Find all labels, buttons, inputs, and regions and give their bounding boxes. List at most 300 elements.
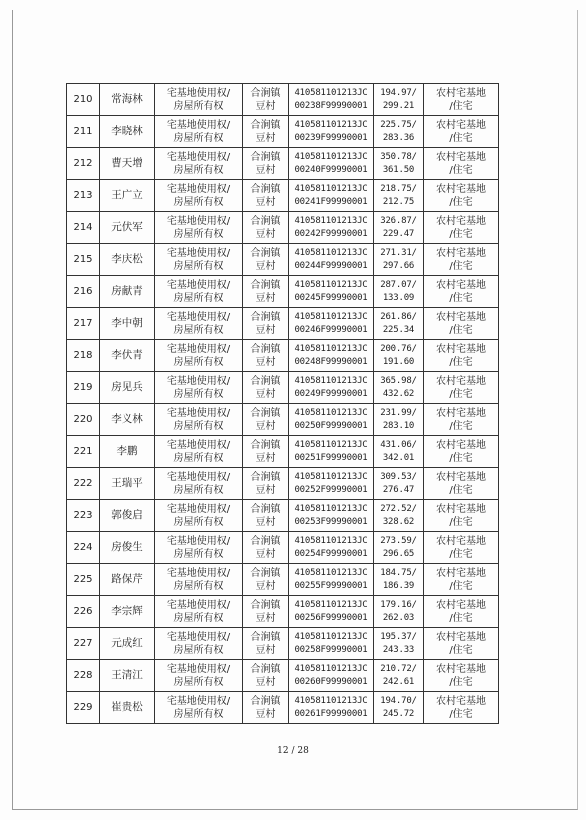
- unit-code-cell: [289, 244, 374, 276]
- owner-name-cell: 李鹏: [100, 436, 155, 468]
- right-type-cell-line: 房屋所有权: [173, 324, 224, 336]
- area-cell-line: 184.75/: [380, 567, 417, 578]
- area-cell-line: 350.78/: [380, 151, 417, 162]
- right-type-cell-line: 房屋所有权: [173, 708, 224, 720]
- owner-name-cell: 房献青: [100, 276, 155, 308]
- table-row: [67, 468, 499, 500]
- area-cell-line: 225.75/: [380, 119, 417, 130]
- land-use-cell: [424, 116, 499, 148]
- row-number-cell: 222: [67, 468, 100, 500]
- owner-name-cell: 曹天增: [100, 148, 155, 180]
- land-use-cell-line: 农村宅基地: [436, 599, 486, 611]
- land-use-cell-line: 农村宅基地: [436, 471, 486, 483]
- table-row: [67, 564, 499, 596]
- row-number-cell: 215: [67, 244, 100, 276]
- land-use-cell-line: 农村宅基地: [436, 279, 486, 291]
- area-cell: [374, 340, 424, 372]
- table-row: [67, 244, 499, 276]
- right-type-cell-line: 房屋所有权: [173, 388, 224, 400]
- unit-code-cell: [289, 372, 374, 404]
- land-use-cell: [424, 148, 499, 180]
- owner-name-cell: 元成红: [100, 628, 155, 660]
- right-type-cell: [155, 468, 243, 500]
- location-cell-line: 合涧镇: [250, 215, 281, 227]
- location-cell-line: 合涧镇: [250, 471, 281, 483]
- right-type-cell-line: 房屋所有权: [173, 100, 224, 112]
- location-cell-line: 合涧镇: [250, 311, 281, 323]
- unit-code-cell-line: 410581101213JC: [294, 375, 368, 386]
- location-cell-line: 豆村: [255, 324, 276, 336]
- unit-code-cell-line: 00258F99990001: [294, 644, 368, 655]
- right-type-cell-line: 房屋所有权: [173, 420, 224, 432]
- unit-code-cell-line: 00240F99990001: [294, 164, 368, 175]
- location-cell-line: 合涧镇: [250, 503, 281, 515]
- right-type-cell: [155, 148, 243, 180]
- location-cell: [243, 116, 289, 148]
- table-row: [67, 212, 499, 244]
- area-cell: [374, 628, 424, 660]
- location-cell-line: 豆村: [255, 132, 276, 144]
- location-cell: [243, 244, 289, 276]
- right-type-cell-line: 房屋所有权: [173, 228, 224, 240]
- unit-code-cell: [289, 468, 374, 500]
- location-cell-line: 合涧镇: [250, 663, 281, 675]
- land-use-cell-line: /住宅: [449, 196, 473, 208]
- area-cell-line: 231.99/: [380, 407, 417, 418]
- unit-code-cell-line: 00254F99990001: [294, 548, 368, 559]
- land-use-cell-line: 农村宅基地: [436, 247, 486, 259]
- land-use-cell-line: /住宅: [449, 644, 473, 656]
- table-body: [67, 84, 499, 724]
- area-cell-line: 276.47: [382, 484, 415, 495]
- area-cell: [374, 564, 424, 596]
- owner-name-cell: 李中朝: [100, 308, 155, 340]
- area-cell-line: 243.33: [382, 644, 415, 655]
- area-cell: [374, 692, 424, 724]
- location-cell-line: 豆村: [255, 164, 276, 176]
- right-type-cell-line: 宅基地使用权/: [166, 695, 231, 707]
- land-use-cell: [424, 532, 499, 564]
- area-cell-line: 194.97/: [380, 87, 417, 98]
- owner-name-cell: 崔贵松: [100, 692, 155, 724]
- unit-code-cell: [289, 564, 374, 596]
- land-use-cell-line: 农村宅基地: [436, 535, 486, 547]
- land-use-cell: [424, 180, 499, 212]
- page-number: 12 / 28: [277, 746, 309, 756]
- land-use-cell: [424, 628, 499, 660]
- table-row: [67, 180, 499, 212]
- location-cell-line: 豆村: [255, 644, 276, 656]
- location-cell: [243, 308, 289, 340]
- right-type-cell-line: 房屋所有权: [173, 292, 224, 304]
- area-cell-line: 297.66: [382, 260, 415, 271]
- right-type-cell-line: 宅基地使用权/: [166, 407, 231, 419]
- area-cell: [374, 404, 424, 436]
- right-type-cell: [155, 308, 243, 340]
- unit-code-cell: [289, 404, 374, 436]
- location-cell: [243, 148, 289, 180]
- area-cell-line: 212.75: [382, 196, 415, 207]
- row-number-cell: 214: [67, 212, 100, 244]
- table-row: [67, 532, 499, 564]
- right-type-cell-line: 宅基地使用权/: [166, 311, 231, 323]
- right-type-cell: [155, 692, 243, 724]
- area-cell: [374, 596, 424, 628]
- unit-code-cell-line: 410581101213JC: [294, 439, 368, 450]
- right-type-cell: [155, 500, 243, 532]
- unit-code-cell: [289, 340, 374, 372]
- area-cell: [374, 308, 424, 340]
- table-row: [67, 500, 499, 532]
- right-type-cell-line: 宅基地使用权/: [166, 87, 231, 99]
- unit-code-cell-line: 410581101213JC: [294, 87, 368, 98]
- land-use-cell: [424, 84, 499, 116]
- land-use-cell-line: 农村宅基地: [436, 183, 486, 195]
- table-row: [67, 372, 499, 404]
- owner-name-cell: 房见兵: [100, 372, 155, 404]
- land-use-cell-line: /住宅: [449, 516, 473, 528]
- area-cell-line: 271.31/: [380, 247, 417, 258]
- row-number-cell: 212: [67, 148, 100, 180]
- right-type-cell: [155, 660, 243, 692]
- owner-name-cell: 路保芹: [100, 564, 155, 596]
- right-type-cell-line: 宅基地使用权/: [166, 631, 231, 643]
- land-use-cell: [424, 660, 499, 692]
- area-cell-line: 262.03: [382, 612, 415, 623]
- right-type-cell-line: 宅基地使用权/: [166, 215, 231, 227]
- area-cell: [374, 436, 424, 468]
- right-type-cell-line: 宅基地使用权/: [166, 119, 231, 131]
- right-type-cell-line: 宅基地使用权/: [166, 535, 231, 547]
- owner-name-cell: 李伏青: [100, 340, 155, 372]
- right-type-cell-line: 房屋所有权: [173, 164, 224, 176]
- unit-code-cell-line: 410581101213JC: [294, 471, 368, 482]
- area-cell: [374, 84, 424, 116]
- location-cell-line: 合涧镇: [250, 375, 281, 387]
- right-type-cell-line: 宅基地使用权/: [166, 503, 231, 515]
- right-type-cell: [155, 84, 243, 116]
- table-row: [67, 116, 499, 148]
- land-use-cell-line: 农村宅基地: [436, 407, 486, 419]
- location-cell: [243, 500, 289, 532]
- unit-code-cell: [289, 436, 374, 468]
- location-cell: [243, 564, 289, 596]
- unit-code-cell-line: 410581101213JC: [294, 663, 368, 674]
- location-cell-line: 合涧镇: [250, 183, 281, 195]
- location-cell-line: 合涧镇: [250, 407, 281, 419]
- location-cell-line: 豆村: [255, 228, 276, 240]
- unit-code-cell-line: 410581101213JC: [294, 695, 368, 706]
- area-cell: [374, 180, 424, 212]
- table-row: [67, 628, 499, 660]
- land-use-cell-line: 农村宅基地: [436, 215, 486, 227]
- location-cell-line: 合涧镇: [250, 151, 281, 163]
- land-use-cell: [424, 244, 499, 276]
- unit-code-cell-line: 00245F99990001: [294, 292, 368, 303]
- area-cell-line: 283.10: [382, 420, 415, 431]
- land-use-cell-line: /住宅: [449, 292, 473, 304]
- right-type-cell-line: 宅基地使用权/: [166, 471, 231, 483]
- location-cell: [243, 692, 289, 724]
- location-cell-line: 豆村: [255, 516, 276, 528]
- area-cell-line: 133.09: [382, 292, 415, 303]
- unit-code-cell: [289, 212, 374, 244]
- land-use-cell-line: /住宅: [449, 132, 473, 144]
- land-use-cell-line: /住宅: [449, 356, 473, 368]
- right-type-cell-line: 宅基地使用权/: [166, 151, 231, 163]
- land-use-cell-line: /住宅: [449, 228, 473, 240]
- owner-name-cell: 王广立: [100, 180, 155, 212]
- land-use-cell: [424, 212, 499, 244]
- row-number-cell: 216: [67, 276, 100, 308]
- right-type-cell-line: 宅基地使用权/: [166, 567, 231, 579]
- area-cell-line: 229.47: [382, 228, 415, 239]
- area-cell-line: 432.62: [382, 388, 415, 399]
- area-cell-line: 272.52/: [380, 503, 417, 514]
- unit-code-cell-line: 00253F99990001: [294, 516, 368, 527]
- right-type-cell: [155, 596, 243, 628]
- land-use-cell-line: 农村宅基地: [436, 151, 486, 163]
- unit-code-cell: [289, 116, 374, 148]
- right-type-cell-line: 房屋所有权: [173, 516, 224, 528]
- location-cell-line: 豆村: [255, 292, 276, 304]
- unit-code-cell-line: 410581101213JC: [294, 183, 368, 194]
- area-cell: [374, 372, 424, 404]
- location-cell-line: 豆村: [255, 356, 276, 368]
- row-number-cell: 225: [67, 564, 100, 596]
- table-row: [67, 276, 499, 308]
- right-type-cell-line: 房屋所有权: [173, 196, 224, 208]
- land-use-cell-line: /住宅: [449, 708, 473, 720]
- unit-code-cell-line: 00242F99990001: [294, 228, 368, 239]
- location-cell: [243, 532, 289, 564]
- right-type-cell-line: 宅基地使用权/: [166, 439, 231, 451]
- owner-name-cell: 李晓林: [100, 116, 155, 148]
- unit-code-cell: [289, 180, 374, 212]
- unit-code-cell: [289, 628, 374, 660]
- location-cell: [243, 84, 289, 116]
- right-type-cell-line: 房屋所有权: [173, 676, 224, 688]
- owner-name-cell: 李义林: [100, 404, 155, 436]
- area-cell-line: 328.62: [382, 516, 415, 527]
- land-use-cell-line: /住宅: [449, 612, 473, 624]
- row-number-cell: 228: [67, 660, 100, 692]
- location-cell-line: 合涧镇: [250, 631, 281, 643]
- right-type-cell: [155, 276, 243, 308]
- area-cell-line: 245.72: [382, 708, 415, 719]
- unit-code-cell-line: 00244F99990001: [294, 260, 368, 271]
- right-type-cell-line: 房屋所有权: [173, 548, 224, 560]
- land-use-cell-line: /住宅: [449, 420, 473, 432]
- right-type-cell-line: 房屋所有权: [173, 644, 224, 656]
- area-cell-line: 210.72/: [380, 663, 417, 674]
- land-use-cell: [424, 468, 499, 500]
- right-type-cell-line: 房屋所有权: [173, 484, 224, 496]
- area-cell-line: 299.21: [382, 100, 415, 111]
- unit-code-cell-line: 00250F99990001: [294, 420, 368, 431]
- right-type-cell: [155, 436, 243, 468]
- location-cell-line: 豆村: [255, 708, 276, 720]
- location-cell-line: 合涧镇: [250, 567, 281, 579]
- land-use-cell-line: /住宅: [449, 388, 473, 400]
- unit-code-cell-line: 410581101213JC: [294, 151, 368, 162]
- unit-code-cell-line: 410581101213JC: [294, 311, 368, 322]
- unit-code-cell-line: 00239F99990001: [294, 132, 368, 143]
- right-type-cell-line: 宅基地使用权/: [166, 279, 231, 291]
- unit-code-cell-line: 00252F99990001: [294, 484, 368, 495]
- area-cell: [374, 500, 424, 532]
- right-type-cell: [155, 564, 243, 596]
- land-use-cell: [424, 564, 499, 596]
- location-cell: [243, 468, 289, 500]
- right-type-cell-line: 宅基地使用权/: [166, 343, 231, 355]
- area-cell-line: 287.07/: [380, 279, 417, 290]
- unit-code-cell-line: 410581101213JC: [294, 247, 368, 258]
- unit-code-cell: [289, 660, 374, 692]
- location-cell-line: 豆村: [255, 196, 276, 208]
- row-number-cell: 220: [67, 404, 100, 436]
- unit-code-cell: [289, 532, 374, 564]
- right-type-cell-line: 宅基地使用权/: [166, 247, 231, 259]
- area-cell-line: 365.98/: [380, 375, 417, 386]
- right-type-cell: [155, 180, 243, 212]
- location-cell-line: 合涧镇: [250, 247, 281, 259]
- row-number-cell: 213: [67, 180, 100, 212]
- location-cell-line: 合涧镇: [250, 119, 281, 131]
- unit-code-cell: [289, 148, 374, 180]
- right-type-cell: [155, 628, 243, 660]
- table-row: [67, 692, 499, 724]
- location-cell-line: 合涧镇: [250, 535, 281, 547]
- location-cell-line: 豆村: [255, 452, 276, 464]
- area-cell: [374, 244, 424, 276]
- area-cell: [374, 468, 424, 500]
- unit-code-cell-line: 410581101213JC: [294, 343, 368, 354]
- location-cell: [243, 212, 289, 244]
- land-use-cell-line: 农村宅基地: [436, 375, 486, 387]
- location-cell-line: 豆村: [255, 420, 276, 432]
- unit-code-cell-line: 410581101213JC: [294, 631, 368, 642]
- area-cell-line: 225.34: [382, 324, 415, 335]
- land-use-cell: [424, 500, 499, 532]
- location-cell-line: 合涧镇: [250, 87, 281, 99]
- row-number-cell: 211: [67, 116, 100, 148]
- area-cell: [374, 276, 424, 308]
- area-cell: [374, 212, 424, 244]
- area-cell-line: 200.76/: [380, 343, 417, 354]
- location-cell: [243, 372, 289, 404]
- location-cell: [243, 276, 289, 308]
- land-use-cell-line: 农村宅基地: [436, 503, 486, 515]
- row-number-cell: 227: [67, 628, 100, 660]
- table-row: [67, 596, 499, 628]
- unit-code-cell-line: 410581101213JC: [294, 567, 368, 578]
- right-type-cell: [155, 340, 243, 372]
- land-use-cell: [424, 596, 499, 628]
- location-cell: [243, 436, 289, 468]
- unit-code-cell-line: 00261F99990001: [294, 708, 368, 719]
- location-cell-line: 合涧镇: [250, 279, 281, 291]
- table-row: [67, 84, 499, 116]
- right-type-cell-line: 房屋所有权: [173, 452, 224, 464]
- land-use-cell-line: /住宅: [449, 164, 473, 176]
- owner-name-cell: 王瑞平: [100, 468, 155, 500]
- right-type-cell-line: 房屋所有权: [173, 612, 224, 624]
- location-cell: [243, 628, 289, 660]
- unit-code-cell-line: 410581101213JC: [294, 535, 368, 546]
- right-type-cell: [155, 532, 243, 564]
- land-use-cell-line: 农村宅基地: [436, 439, 486, 451]
- unit-code-cell: [289, 84, 374, 116]
- right-type-cell: [155, 244, 243, 276]
- row-number-cell: 226: [67, 596, 100, 628]
- area-cell: [374, 532, 424, 564]
- land-use-cell-line: /住宅: [449, 100, 473, 112]
- area-cell-line: 361.50: [382, 164, 415, 175]
- area-cell-line: 194.70/: [380, 695, 417, 706]
- table-row: [67, 660, 499, 692]
- location-cell-line: 豆村: [255, 260, 276, 272]
- land-use-cell-line: 农村宅基地: [436, 695, 486, 707]
- unit-code-cell-line: 410581101213JC: [294, 119, 368, 130]
- land-use-cell-line: 农村宅基地: [436, 119, 486, 131]
- area-cell-line: 186.39: [382, 580, 415, 591]
- unit-code-cell-line: 410581101213JC: [294, 503, 368, 514]
- right-type-cell: [155, 372, 243, 404]
- area-cell-line: 273.59/: [380, 535, 417, 546]
- location-cell: [243, 180, 289, 212]
- row-number-cell: 217: [67, 308, 100, 340]
- area-cell-line: 191.60: [382, 356, 415, 367]
- land-use-cell-line: /住宅: [449, 452, 473, 464]
- owner-name-cell: 李宗辉: [100, 596, 155, 628]
- row-number-cell: 219: [67, 372, 100, 404]
- area-cell-line: 309.53/: [380, 471, 417, 482]
- land-use-cell: [424, 372, 499, 404]
- unit-code-cell-line: 00256F99990001: [294, 612, 368, 623]
- right-type-cell-line: 房屋所有权: [173, 356, 224, 368]
- right-type-cell-line: 宅基地使用权/: [166, 183, 231, 195]
- location-cell-line: 合涧镇: [250, 343, 281, 355]
- land-use-cell: [424, 276, 499, 308]
- unit-code-cell-line: 410581101213JC: [294, 279, 368, 290]
- table-row: [67, 404, 499, 436]
- row-number-cell: 224: [67, 532, 100, 564]
- area-cell-line: 242.61: [382, 676, 415, 687]
- unit-code-cell-line: 00248F99990001: [294, 356, 368, 367]
- area-cell-line: 195.37/: [380, 631, 417, 642]
- owner-name-cell: 王清江: [100, 660, 155, 692]
- area-cell: [374, 660, 424, 692]
- area-cell-line: 218.75/: [380, 183, 417, 194]
- location-cell: [243, 660, 289, 692]
- location-cell-line: 合涧镇: [250, 439, 281, 451]
- unit-code-cell-line: 00246F99990001: [294, 324, 368, 335]
- area-cell-line: 261.86/: [380, 311, 417, 322]
- location-cell-line: 豆村: [255, 388, 276, 400]
- unit-code-cell: [289, 308, 374, 340]
- right-type-cell-line: 房屋所有权: [173, 580, 224, 592]
- table-row: [67, 436, 499, 468]
- location-cell-line: 豆村: [255, 484, 276, 496]
- location-cell-line: 豆村: [255, 100, 276, 112]
- unit-code-cell: [289, 276, 374, 308]
- land-use-cell-line: 农村宅基地: [436, 567, 486, 579]
- land-use-cell-line: /住宅: [449, 580, 473, 592]
- unit-code-cell: [289, 596, 374, 628]
- owner-name-cell: 房俊生: [100, 532, 155, 564]
- row-number-cell: 229: [67, 692, 100, 724]
